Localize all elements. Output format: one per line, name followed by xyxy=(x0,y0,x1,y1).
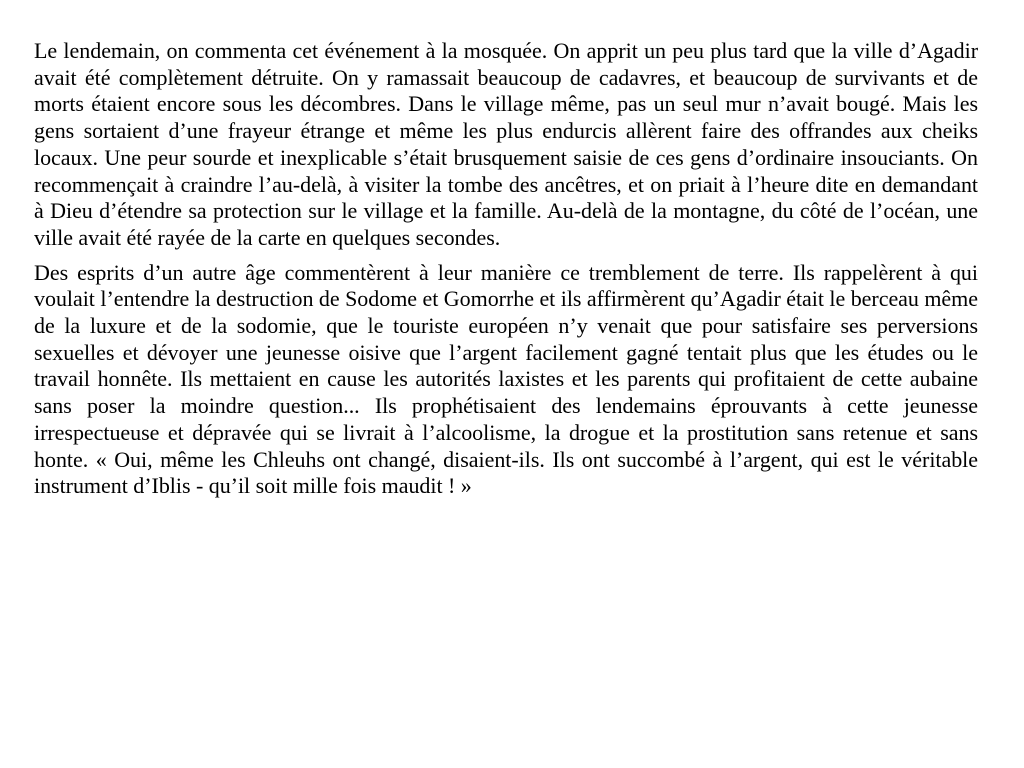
document-body xyxy=(34,38,978,500)
paragraph-agadir-destruction: Le lendemain, on commenta cet événement à la mosquée. On apprit un peu plus tard que la ville d’Agadir avait été complètement détruite. On y ramassait beaucoup de cadavres, et beaucoup de survivants et de morts étaient encore sous les décombres. Dans le village même, pas un seul mur n’avait bougé. Mais les gens sortaient d’une frayeur étrange et même les plus endurcis allèrent faire des offrandes aux cheiks locaux. Une peur sourde et inexplicable s’était brusquement saisie de ces gens d’ordinaire insouciants. On recommençait à craindre l’au-delà, à visiter la tombe des ancêtres, et on priait à l’heure dite en demandant à Dieu d’étendre sa protection sur le village et la famille. Au-delà de la montagne, du côté de l’océan, une ville avait été rayée de la carte en quelques secondes. xyxy=(34,38,978,250)
paragraph-earthquake-commentary: Des esprits d’un autre âge commentèrent à leur manière ce tremblement de terre. Ils rappelèrent à qui voulait l’entendre la destruction de Sodome et Gomorrhe et ils affirmèrent qu’Agadir était le berceau même de la luxure et de la sodomie, que le touriste européen n’y venait que pour satisfaire ses perversions sexuelles et dévoyer une jeunesse oisive que l’argent facilement gagné tentait plus que les études ou le travail honnête. Ils mettaient en cause les autorités laxistes et les parents qui profitaient de cette aubaine sans poser la moindre question... Ils prophétisaient des lendemains éprouvants à cette jeunesse irrespectueuse et dépravée qui se livrait à l’alcoolisme, la drogue et la prostitution sans retenue et sans honte. « Oui, même les Chleuhs ont changé, disaient-ils. Ils ont succombé à l’argent, qui est le véritable instrument d’Iblis - qu’il soit mille fois maudit ! » xyxy=(34,259,978,499)
